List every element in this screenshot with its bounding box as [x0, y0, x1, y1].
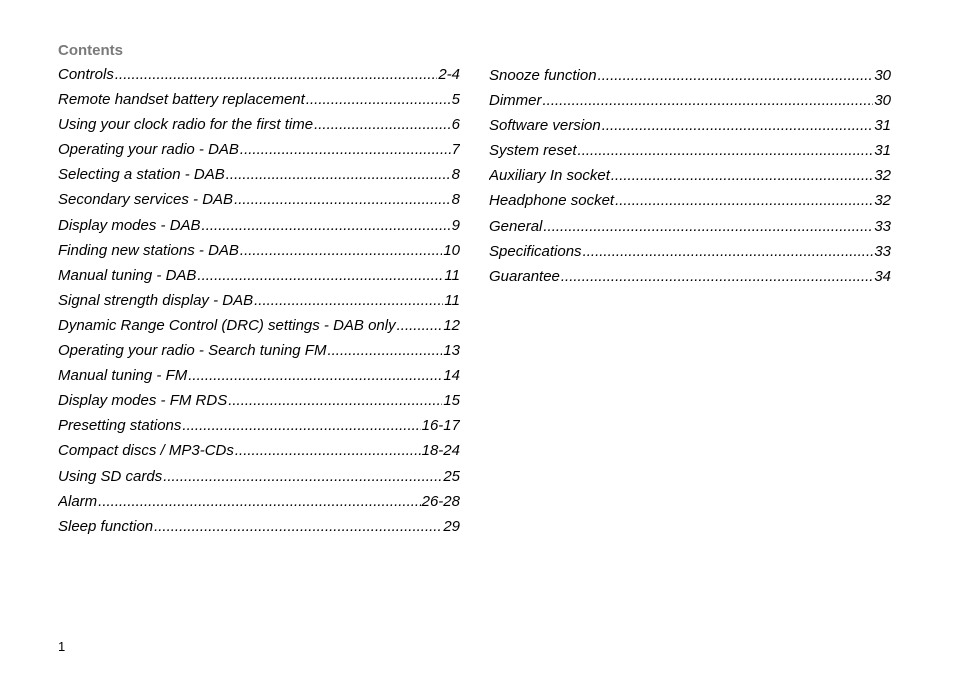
toc-entry[interactable]: [58, 116, 460, 141]
toc-entry-title: Presetting stations: [58, 417, 182, 435]
toc-dot-leader: [615, 192, 873, 209]
toc-entry-page: 30: [874, 67, 891, 84]
toc-dot-leader: [578, 142, 874, 159]
toc-entry[interactable]: [489, 167, 891, 192]
toc-entry-page: 8: [451, 191, 460, 209]
toc-entry-title: Dynamic Range Control (DRC) settings - DAB only: [58, 316, 396, 334]
toc-dot-leader: [306, 91, 451, 108]
toc-entry-page: 29: [443, 517, 460, 535]
toc-entry[interactable]: [58, 442, 460, 467]
toc-entry-title: Sleep function: [58, 517, 154, 535]
toc-entry-title: Using your clock radio for the first time: [58, 116, 314, 134]
toc-dot-leader: [240, 141, 451, 158]
toc-entry-title: Specifications: [489, 242, 582, 260]
toc-entry-page: 30: [874, 92, 891, 110]
toc-entry[interactable]: [58, 91, 460, 116]
toc-dot-leader: [188, 367, 442, 384]
toc-dot-leader: [197, 267, 443, 284]
toc-entry[interactable]: [58, 292, 460, 317]
toc-entry-title: Remote handset battery replacement: [58, 91, 305, 109]
toc-entry-page: 32: [874, 167, 891, 185]
toc-dot-leader: [226, 166, 451, 183]
toc-entry-page: 34: [874, 267, 891, 285]
toc-entry[interactable]: [489, 67, 891, 92]
toc-entry-page: 32: [874, 192, 891, 210]
toc-entry-title: Dimmer: [489, 92, 542, 110]
toc-dot-leader: [543, 218, 873, 235]
toc-entry-page: 10: [443, 241, 460, 259]
toc-entry[interactable]: [58, 493, 460, 518]
toc-entry-page: 9: [451, 216, 460, 234]
toc-entry[interactable]: [489, 192, 891, 217]
toc-dot-leader: [154, 518, 442, 535]
toc-entry-page: 2-4: [438, 66, 460, 83]
toc-entry[interactable]: [489, 218, 891, 243]
toc-entry-title: Auxiliary In socket: [489, 167, 610, 185]
toc-dot-leader: [240, 242, 442, 259]
toc-entry-page: 18-24: [421, 442, 460, 460]
toc-entry-page: 26-28: [421, 492, 460, 510]
toc-entry[interactable]: [58, 417, 460, 442]
toc-dot-leader: [602, 117, 874, 134]
toc-dot-leader: [561, 268, 873, 285]
toc-entry[interactable]: [489, 142, 891, 167]
toc-entry-title: Headphone socket: [489, 192, 615, 210]
toc-entry-title: Guarantee: [489, 267, 560, 285]
toc-entry[interactable]: [58, 342, 460, 367]
toc-entry-title: Snooze function: [489, 67, 597, 84]
toc-entry-title: Alarm: [58, 492, 98, 510]
toc-dot-leader: [543, 92, 874, 109]
page-title: Contents: [58, 42, 123, 59]
toc-entry-page: 5: [451, 91, 460, 109]
toc-entry-title: Signal strength display - DAB: [58, 291, 254, 309]
toc-entry-page: 31: [874, 117, 891, 135]
toc-dot-leader: [202, 217, 451, 234]
toc-dot-leader: [235, 442, 421, 459]
toc-entry[interactable]: [58, 191, 460, 216]
toc-entry[interactable]: [489, 92, 891, 117]
toc-entry[interactable]: [489, 268, 891, 293]
toc-entry-page: 13: [443, 342, 460, 360]
page-number: 1: [58, 639, 66, 654]
toc-entry-page: 11: [444, 266, 460, 284]
toc-entry[interactable]: [58, 317, 460, 342]
toc-dot-leader: [228, 392, 442, 409]
toc-dot-leader: [163, 468, 442, 485]
toc-entry[interactable]: [58, 518, 460, 543]
toc-entry[interactable]: [58, 267, 460, 292]
toc-dot-leader: [254, 292, 443, 309]
toc-entry-title: Manual tuning - DAB: [58, 266, 197, 284]
toc-entry-page: 8: [451, 166, 460, 184]
toc-entry-page: 12: [443, 316, 460, 334]
toc-dot-leader: [583, 243, 874, 260]
toc-entry[interactable]: [489, 243, 891, 268]
toc-entry-page: 15: [443, 392, 460, 410]
toc-dot-leader: [598, 67, 874, 84]
toc-entry[interactable]: [58, 217, 460, 242]
toc-entry[interactable]: [58, 392, 460, 417]
toc-entry-title: Secondary services - DAB: [58, 191, 234, 209]
toc-entry[interactable]: [58, 141, 460, 166]
toc-entry[interactable]: [58, 66, 460, 91]
toc-left-column: [58, 66, 460, 543]
toc-entry-page: 7: [451, 141, 460, 159]
toc-entry[interactable]: [58, 242, 460, 267]
toc-entry-page: 33: [874, 217, 891, 235]
toc-entry-page: 33: [874, 242, 891, 260]
toc-dot-leader: [234, 191, 451, 208]
toc-entry-title: Using SD cards: [58, 467, 163, 485]
toc-dot-leader: [611, 167, 873, 184]
toc-dot-leader: [397, 317, 443, 334]
toc-dot-leader: [115, 66, 437, 83]
toc-entry-title: Compact discs / MP3-CDs: [58, 442, 234, 460]
toc-dot-leader: [98, 493, 420, 510]
toc-entry-title: System reset: [489, 142, 577, 160]
toc-entry[interactable]: [58, 468, 460, 493]
toc-entry-title: Operating your radio - Search tuning FM: [58, 342, 327, 360]
toc-entry-title: Display modes - DAB: [58, 216, 201, 234]
toc-entry[interactable]: [58, 367, 460, 392]
toc-dot-leader: [182, 417, 420, 434]
toc-entry-page: 25: [443, 467, 460, 485]
toc-entry-title: Operating your radio - DAB: [58, 141, 239, 159]
toc-entry[interactable]: [58, 166, 460, 191]
toc-entry-title: Controls: [58, 66, 114, 83]
toc-entry[interactable]: [489, 117, 891, 142]
toc-dot-leader: [314, 116, 451, 133]
toc-entry-page: 11: [444, 291, 460, 309]
toc-right-column: [489, 67, 891, 293]
toc-entry-page: 14: [443, 367, 460, 385]
toc-entry-page: 31: [874, 142, 891, 160]
toc-entry-title: Software version: [489, 117, 601, 135]
toc-dot-leader: [327, 342, 442, 359]
toc-entry-page: 6: [451, 116, 460, 134]
toc-entry-title: Finding new stations - DAB: [58, 241, 239, 259]
toc-entry-title: General: [489, 217, 543, 235]
toc-entry-title: Selecting a station - DAB: [58, 166, 225, 184]
toc-entry-title: Manual tuning - FM: [58, 367, 188, 385]
toc-entry-page: 16-17: [421, 417, 460, 435]
toc-entry-title: Display modes - FM RDS: [58, 392, 228, 410]
